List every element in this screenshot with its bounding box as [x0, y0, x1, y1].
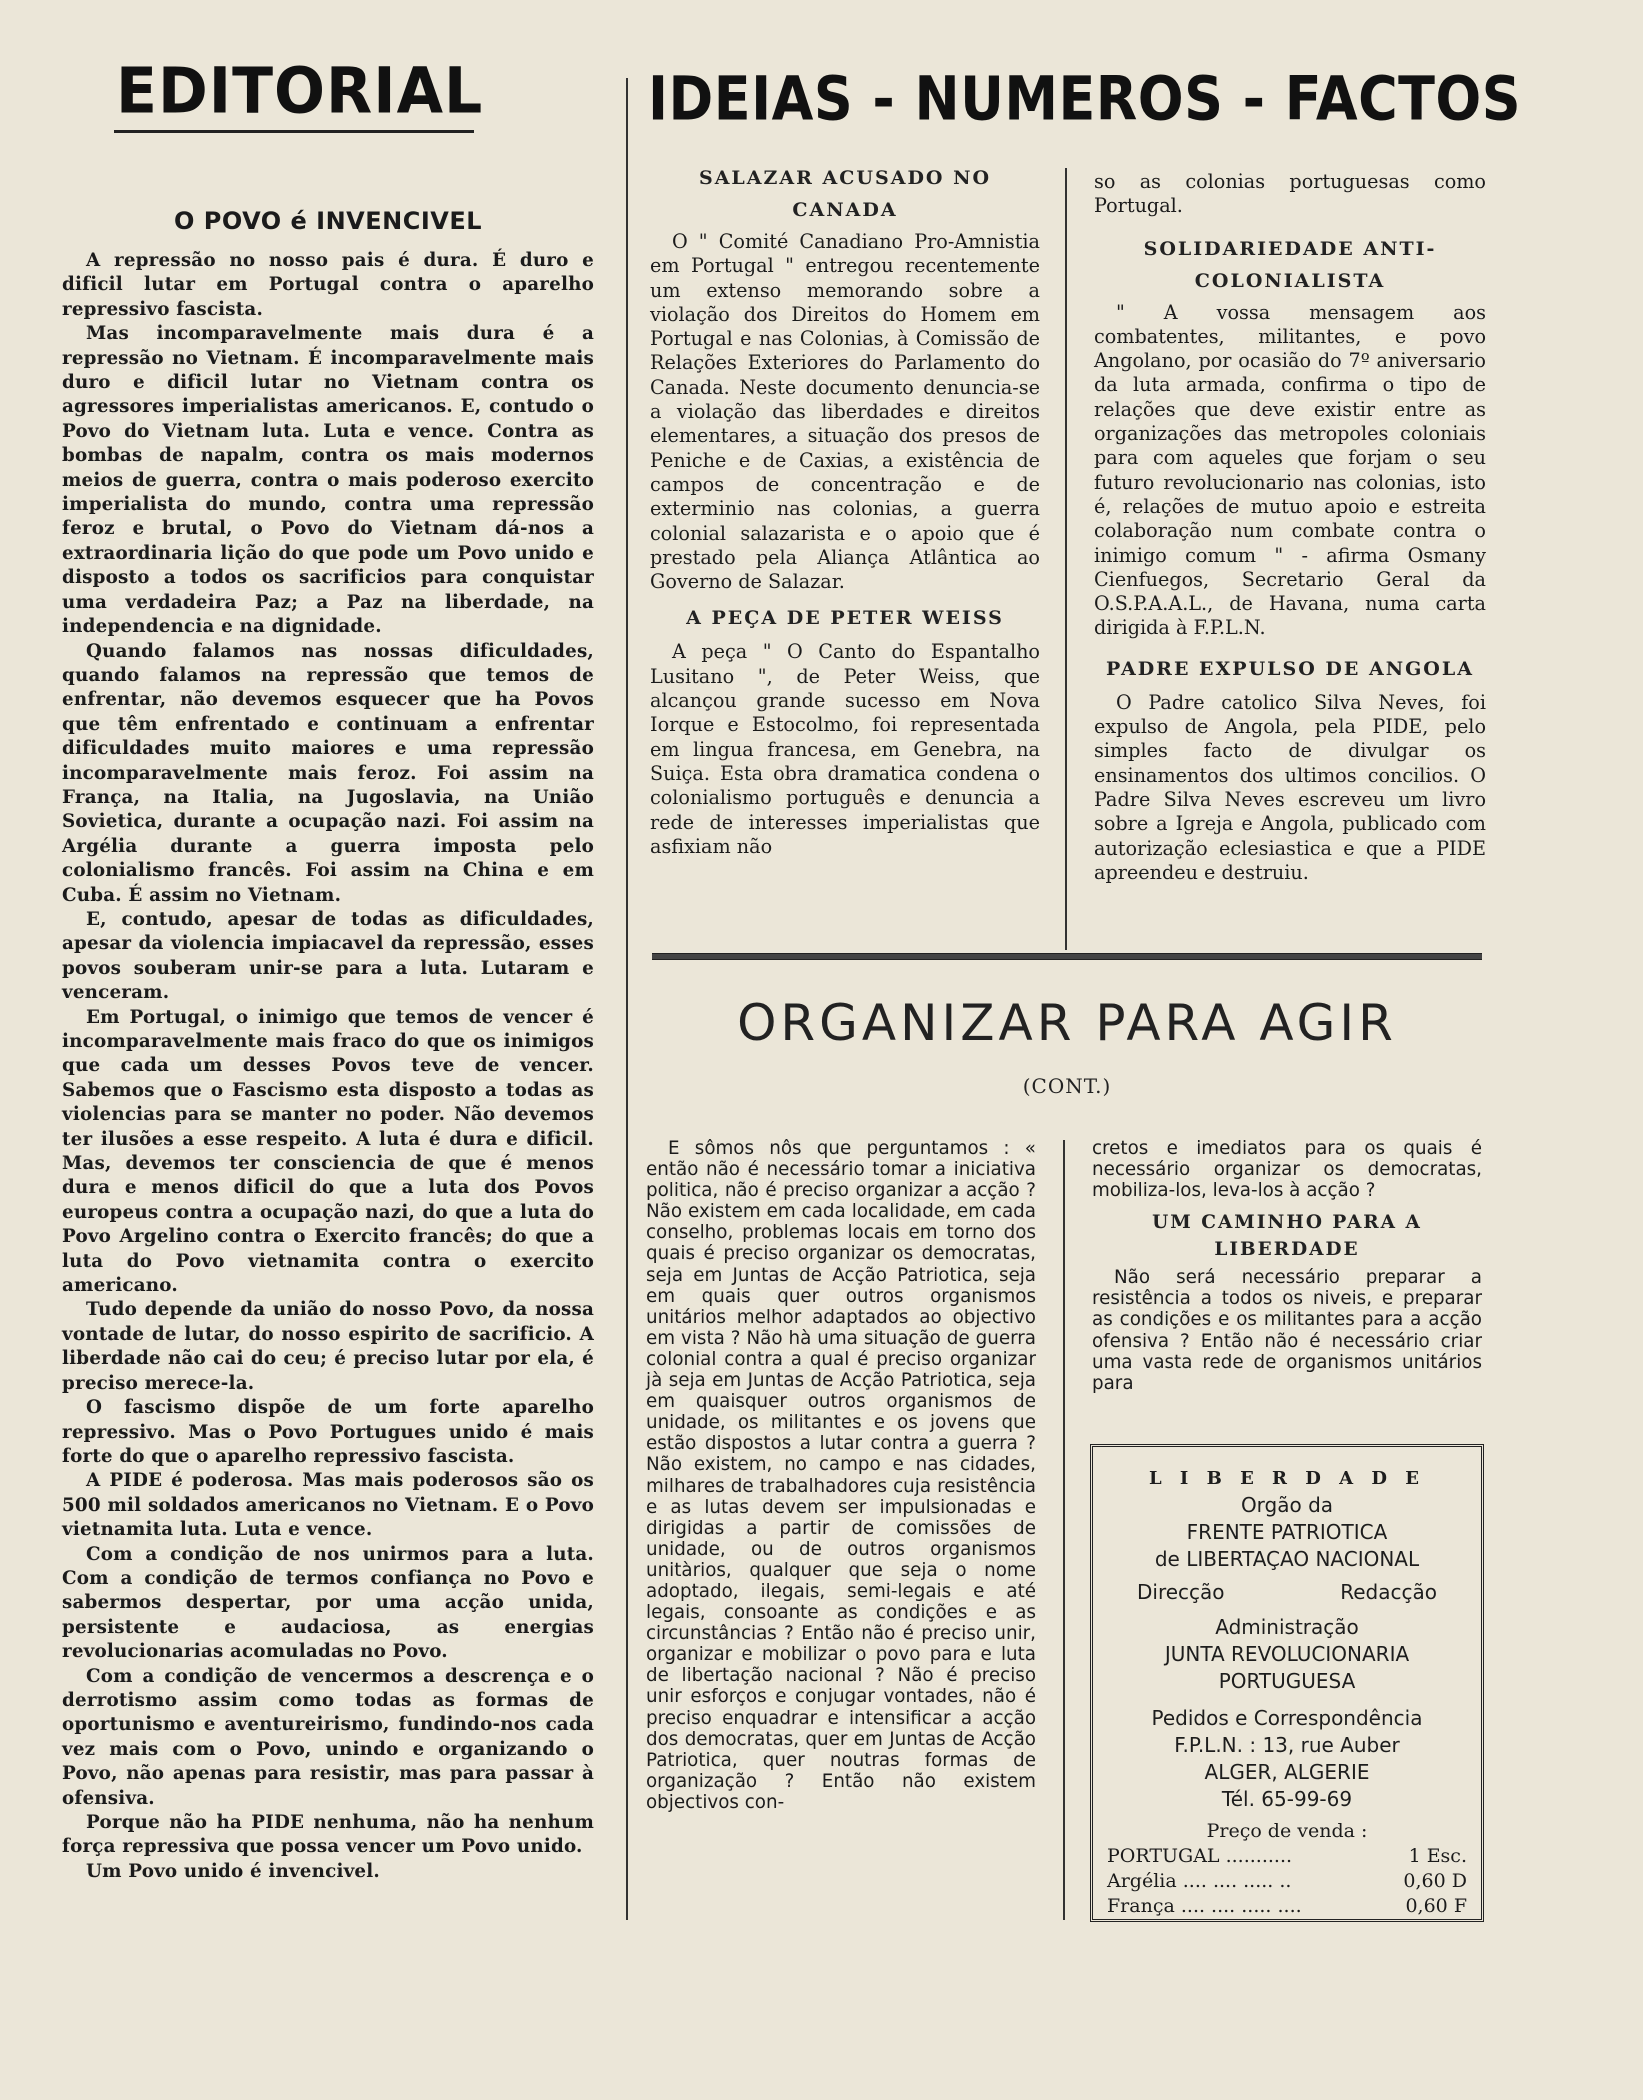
price-row	[1107, 1894, 1467, 1919]
editorial-paragraph: Quando falamos nas nossas dificuldades, quando falamos na repressão que temos de enfrentar, não devemos esquecer que ha Povos que têm enfrentado e continuam a enfrentar dificuldades muito maiores e uma repressão incomparavelmente mais feroz. Foi assim na França, na Italia, na Jugoslavia, na União Sovietica, durante a ocupação nazi. Foi assim na Argélia durante a guerra imposta pelo colonialismo francês. Foi assim na China e em Cuba. É assim no Vietnam.	[62, 640, 594, 906]
article-text: Não será necessário preparar a resistência a todos os niveis, e preparar as condições e os militantes para a acção ofensiva ? Então não é necessário criar uma vasta rede de organismos unitários para	[1092, 1267, 1482, 1394]
article-title: SALAZAR ACUSADO NO CANADA	[698, 167, 992, 221]
price-value: 0,60 F	[1405, 1895, 1467, 1917]
price-country: França	[1107, 1895, 1175, 1917]
editorial-underline	[114, 130, 474, 133]
telephone: Tél. 65-99-69	[1221, 1787, 1353, 1811]
price-list	[1107, 1819, 1467, 1919]
junta-name-1: JUNTA REVOLUCIONARIA	[1164, 1642, 1410, 1666]
editorial-paragraph: Um Povo unido é invencivel.	[86, 1860, 380, 1882]
article-text: O " Comité Canadiano Pro-Amnistia em Portugal " entregou recentemente um extenso memorando sobre a violação dos Direitos do Homem em Portugal e nas Colonias, à Comissão de Relações Exteriores do Parlamento do Canada. Neste documento denuncia-se a violação das liberdades e direitos elementares, a situação dos presos de Peniche e de Caxias, a existência de campos de concentração e de exterminio nas colonias, a guerra colonial salazarista e o apoio que é prestado pela Aliança Atlântica ao Governo de Salazar.	[650, 230, 1040, 594]
organizar-subtitle: (CONT.)	[1022, 1074, 1112, 1098]
price-row	[1107, 1869, 1467, 1894]
editorial-paragraph: O fascismo dispõe de um forte aparelho repressivo. Mas o Povo Portugues unido é mais forte do que o aparelho repressivo fascista.	[62, 1397, 594, 1467]
editorial-paragraph: A repressão no nosso pais é dura. É duro e dificil lutar em Portugal contra o aparelho repressivo fascista.	[62, 250, 594, 320]
redaccao-label: Redacção	[1340, 1580, 1437, 1604]
price-value: 1 Esc.	[1408, 1845, 1467, 1867]
editorial-paragraph: Tudo depende da união do nosso Povo, da nossa vontade de lutar, do nosso espirito de sacrificio. A liberdade não cai do ceu; é preciso lutar por ela, é preciso merece-la.	[62, 1299, 594, 1394]
pedidos-label: Pedidos e Correspondência	[1151, 1706, 1423, 1730]
article-title: SOLIDARIEDADE ANTI-COLONIALISTA	[1143, 237, 1437, 292]
price-title: Preço de venda :	[1206, 1820, 1368, 1842]
section-rule	[652, 953, 1482, 960]
price-dots: .... .... ..... ..	[1182, 1870, 1292, 1892]
article-text: so as colonias portuguesas como Portugal.	[1094, 170, 1486, 218]
organ-label: Orgão da	[1240, 1493, 1334, 1517]
admin-label: Administração	[1215, 1615, 1359, 1639]
front-name-2: de LIBERTAÇAO NACIONAL	[1154, 1547, 1420, 1571]
price-dots: .... .... ..... ....	[1180, 1895, 1302, 1917]
editorial-title: O POVO é INVENCIVEL	[173, 207, 483, 235]
organizar-column-2	[1092, 1138, 1482, 1394]
article-text: " A vossa mensagem aos combatentes, militantes, e povo Angolano, por ocasião do 7º aniversario da luta armada, confirma o tipo de relações que deve existir entre as organizações das metropoles coloniais para com aqueles que forjam o seu futuro revolucionario nas colonias, isto é, relações de mutuo apoio e estreita colaboração num combate contra o inimigo comum " - afirma Osmany Cienfuegos, Secretario Geral da O.S.P.A.A.L., de Havana, numa carta dirigida à F.P.L.N.	[1094, 300, 1486, 640]
masthead-box	[1090, 1444, 1484, 1922]
price-country: Argélia	[1107, 1870, 1177, 1892]
editorial-heading: EDITORIAL	[116, 54, 484, 129]
article-text: E sômos nôs que perguntamos : « então não é necessário tomar a iniciativa politica, não é preciso organizar a acção ? Não existem em cada localidade, em cada conselho, problemas locais em torno dos quais é preciso organizar os democratas, seja em Juntas de Acção Patriotica, seja em quais quer outros organismos unitários melhor adaptados ao objectivo em vista ? Não hà uma situação de guerra colonial contra a qual é preciso organizar jà seja em Juntas de Acção Patriotica, seja em quaisquer outros organismos de unidade, os militantes e os jovens que estão dispostos a lutar contra a guerra ? Não existem, no campo e nas cidades, milhares de trabalhadores cuja resistência e as lutas devem ser impulsionadas e dirigidas a partir de comissões de unidade, ou de outros organismos unitàrios, qualquer que seja o nome adoptado, ilegais, semi-legais e até legais, consoante as condições e as circunstâncias ? Então não é preciso unir, organizar e mobilizar o povo para e luta de libertação nacional ? Não é preciso unir esforços e conjugar vontades, não é preciso enquadrar e intensificar a acção dos democratas, quer em Juntas de Acção Patriotica, quer noutras formas de organização ? Então não existem objectivos con-	[646, 1138, 1036, 1813]
editorial-paragraph: E, contudo, apesar de todas as dificuldades, apesar da violencia impiacavel da repressão, esses povos souberam unir-se para a luta. Lutaram e venceram.	[62, 908, 594, 1004]
ideias-column-1	[650, 162, 1040, 859]
junta-name-2: PORTUGUESA	[1218, 1669, 1356, 1693]
direccao-label: Direcção	[1137, 1580, 1225, 1604]
editorial-paragraph: Com a condição de nos unirmos para a luta. Com a condição de termos confiança no Povo e sabermos despertar, por uma acção unida, persistente e audaciosa, as energias revolucionarias acomuladas no Povo.	[62, 1543, 594, 1663]
editorial-paragraph: Com a condição de vencermos a descrença e o derrotismo assim como todas as formas de oportunismo e aventureirismo, fundindo-nos cada vez mais com o Povo, unindo e organizando o Povo, não apenas para resistir, mas para passar à ofensiva.	[62, 1665, 594, 1809]
price-country: PORTUGAL	[1107, 1845, 1220, 1867]
editorial-paragraph: Em Portugal, o inimigo que temos de vencer é incomparavelmente mais fraco do que os inimigos que cada um desses Povos teve de vencer. Sabemos que o Fascismo esta disposto a todas as violencias para se manter no poder. Não devemos ter ilusões a esse respeito. A luta é dura e dificil. Mas, devemos ter consciencia de que é menos dura e menos dificil do que a luta dos Povos europeus contra a ocupação nazi, do que a luta do Povo Argelino contra o Exercito francês; do que a luta do Povo vietnamita contra o exercito americano.	[62, 1006, 594, 1297]
ideias-column-2	[1094, 170, 1486, 885]
paper-name: L I B E R D A D E	[1148, 1468, 1425, 1489]
article-text: O Padre catolico Silva Neves, foi expulso de Angola, pela PIDE, pelo simples facto de divulgar os ensinamentos dos ultimos concilios. O Padre Silva Neves escreveu um livro sobre a Igreja e Angola, publicado com autorização eclesiastica e que a PIDE apreendeu e destruiu.	[1094, 690, 1486, 884]
organizar-divider	[1063, 1140, 1065, 1920]
organizar-title: ORGANIZAR PARA AGIR	[737, 994, 1397, 1052]
organizar-column-1	[646, 1138, 1036, 1813]
article-text: cretos e imediatos para os quais é necessário organizar os democratas, mobiliza-los, leva-los à acção ?	[1092, 1138, 1482, 1202]
editorial-paragraph: Porque não ha PIDE nenhuma, não ha nenhum força repressiva que possa vencer um Povo unido.	[62, 1812, 594, 1858]
article-title: UM CAMINHO PARA A LIBERDADE	[1152, 1212, 1422, 1261]
price-dots: ...........	[1225, 1845, 1293, 1867]
article-title: A PEÇA DE PETER WEISS	[686, 607, 1004, 630]
ideias-divider	[1065, 168, 1067, 950]
ideias-heading: IDEIAS - NUMEROS - FACTOS	[648, 62, 1522, 135]
front-name-1: FRENTE PATRIOTICA	[1186, 1520, 1388, 1544]
editorial-column	[62, 54, 594, 1884]
city: ALGER, ALGERIE	[1204, 1760, 1370, 1784]
address: F.P.L.N. : 13, rue Auber	[1174, 1733, 1400, 1757]
editorial-body	[62, 249, 594, 1884]
article-text: A peça " O Canto do Espantalho Lusitano ", de Peter Weiss, que alcançou grande sucesso em Nova Iorque e Estocolmo, foi representada em lingua francesa, em Genebra, na Suiça. Esta obra dramatica condena o colonialismo português e denuncia a rede de interesses imperialistas que asfixiam não	[650, 640, 1040, 858]
editorial-paragraph: Mas incomparavelmente mais dura é a repressão no Vietnam. É incomparavelmente mais duro e dificil lutar no Vietnam contra os agressores imperialistas americanos. E, contudo o Povo do Vietnam luta. Luta e vence. Contra as bombas de napalm, contra os mais modernos meios de guerra, contra o mais poderoso exercito imperialista do mundo, contra uma repressão feroz e brutal, o Povo do Vietnam dá-nos a extraordinaria lição do que pode um Povo unido e disposto a todos os sacrificios para conquistar uma verdadeira Paz; a Paz na liberdade, na independencia e na dignidade.	[62, 323, 594, 638]
editorial-paragraph: A PIDE é poderosa. Mas mais poderosos são os 500 mil soldados americanos no Vietnam. E o Povo vietnamita luta. Luta e vence.	[62, 1470, 594, 1541]
column-divider	[626, 78, 628, 1920]
price-row	[1107, 1844, 1467, 1869]
direction-row	[1107, 1579, 1467, 1606]
price-value: 0,60 D	[1403, 1870, 1467, 1892]
article-title: PADRE EXPULSO DE ANGOLA	[1106, 657, 1474, 680]
